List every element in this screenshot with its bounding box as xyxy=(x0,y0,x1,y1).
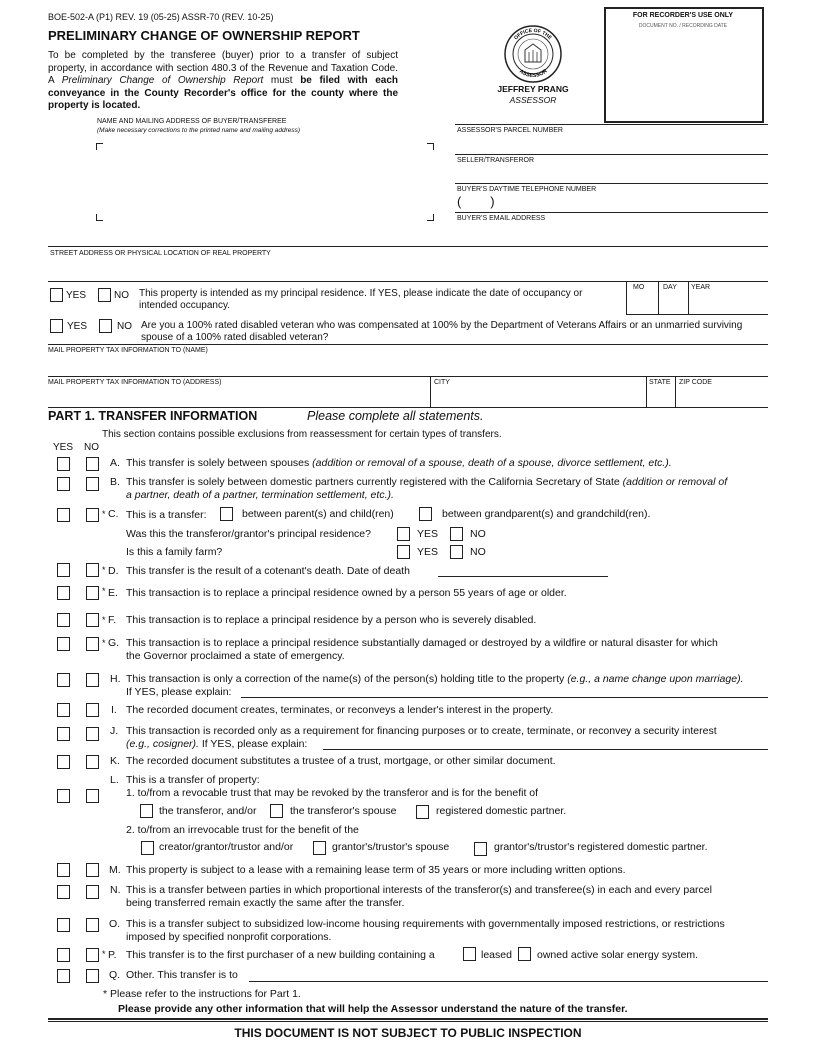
item-e-asterisk: * xyxy=(102,586,106,596)
item-l-no-checkbox[interactable] xyxy=(86,789,99,803)
item-e-letter: E. xyxy=(108,587,118,599)
item-i-no-checkbox[interactable] xyxy=(86,703,99,717)
item-d-letter: D. xyxy=(108,565,119,577)
mail-zip-label: ZIP CODE xyxy=(679,379,712,386)
item-l1-transferor-checkbox[interactable] xyxy=(140,804,153,818)
email-field[interactable] xyxy=(457,224,767,244)
item-l1-text: 1. to/from a revocable trust that may be revoked by the transferor and is for the benefit of xyxy=(126,787,539,799)
mail-zip-field[interactable] xyxy=(677,388,766,406)
parcel-number-label: ASSESSOR'S PARCEL NUMBER xyxy=(457,127,563,134)
assessor-title: ASSESSOR xyxy=(509,95,557,105)
item-p-no-checkbox[interactable] xyxy=(86,948,99,962)
item-l1-transferor-label: the transferor, and/or xyxy=(159,805,257,817)
veteran-no-label: NO xyxy=(117,321,132,332)
address-corner-tr xyxy=(427,143,434,150)
item-l1-partner-label: registered domestic partner. xyxy=(436,805,567,817)
buyer-name-label: NAME AND MAILING ADDRESS OF BUYER/TRANSFEREE xyxy=(97,118,287,125)
recorder-box-title: FOR RECORDER'S USE ONLY xyxy=(632,12,734,19)
part1-title: PART 1. TRANSFER INFORMATION xyxy=(48,409,258,423)
item-c-text: This is a transfer: xyxy=(126,509,207,521)
mail-city-field[interactable] xyxy=(433,388,644,406)
item-d-text: This transfer is the result of a cotenant's death. Date of death xyxy=(126,565,410,577)
item-i-letter: I. xyxy=(111,704,117,716)
svg-text:ASSESSOR: ASSESSOR xyxy=(517,68,549,80)
phone-label: BUYER'S DAYTIME TELEPHONE NUMBER xyxy=(457,186,597,193)
item-g-asterisk: * xyxy=(102,638,106,648)
item-g-yes-checkbox[interactable] xyxy=(57,637,70,651)
part1-intro: This section contains possible exclusions from reassessment for certain types of transfers. xyxy=(102,429,502,440)
veteran-yes-checkbox[interactable] xyxy=(50,319,63,333)
item-c-farm-yes-checkbox[interactable] xyxy=(397,545,410,559)
item-p-owned-checkbox[interactable] xyxy=(518,947,531,961)
residence-yes-checkbox[interactable] xyxy=(50,288,63,302)
item-q-yes-checkbox[interactable] xyxy=(57,969,70,983)
item-m-no-checkbox[interactable] xyxy=(86,863,99,877)
mail-address-label: MAIL PROPERTY TAX INFORMATION TO (ADDRESS) xyxy=(48,379,222,386)
item-a-text: This transfer is solely between spouses (addition or removal of a spouse, death of a spouse, divorce settlement, etc.). xyxy=(126,457,672,469)
item-c-residence-no-checkbox[interactable] xyxy=(450,527,463,541)
item-c-farm-yes-label: YES xyxy=(417,546,439,558)
col-no-header: NO xyxy=(84,442,99,453)
veteran-no-checkbox[interactable] xyxy=(99,319,112,333)
mail-state-field[interactable] xyxy=(648,388,674,406)
item-p-letter: P. xyxy=(108,949,117,961)
recorder-box-subtitle: DOCUMENT NO. / RECORDING DATE xyxy=(638,23,728,29)
part1-footnote: * Please refer to the instructions for Part 1. xyxy=(103,988,301,1000)
item-l2-spouse-checkbox[interactable] xyxy=(313,841,326,855)
item-l2-partner-checkbox[interactable] xyxy=(474,842,487,856)
item-b-no-checkbox[interactable] xyxy=(86,477,99,491)
item-l1-spouse-label: the transferor's spouse xyxy=(290,805,397,817)
item-l1-partner-checkbox[interactable] xyxy=(416,805,429,819)
residence-text: This property is intended as my principal residence. If YES, please indicate the date of occupancy or intended occupancy. xyxy=(139,288,583,311)
occupancy-month-field[interactable] xyxy=(628,294,657,313)
item-c-grandparent-checkbox[interactable] xyxy=(419,507,432,521)
item-o-text: This is a transfer subject to subsidized low-income housing requirements with governmentally imposed restrictions, or restrictions imposed by specified nonprofit corporations. xyxy=(126,918,725,943)
address-corner-bl xyxy=(96,214,103,221)
item-b-yes-checkbox[interactable] xyxy=(57,477,70,491)
item-p-leased-checkbox[interactable] xyxy=(463,947,476,961)
item-c-letter: C. xyxy=(108,508,119,520)
item-b-text: This transfer is solely between domestic partners currently registered with the California Secretary of State (addition or removal of a partner, death of a partner, termination settlement, etc.). xyxy=(126,476,728,501)
page-title: PRELIMINARY CHANGE OF OWNERSHIP REPORT xyxy=(48,28,360,43)
part1-provide-info: Please provide any other information that will help the Assessor understand the nature of the transfer. xyxy=(118,1003,628,1015)
date-of-death-field[interactable] xyxy=(438,562,608,576)
item-p-yes-checkbox[interactable] xyxy=(57,948,70,962)
item-k-no-checkbox[interactable] xyxy=(86,755,99,769)
item-n-no-checkbox[interactable] xyxy=(86,885,99,899)
item-h-no-checkbox[interactable] xyxy=(86,673,99,687)
item-d-no-checkbox[interactable] xyxy=(86,563,99,577)
item-d-yes-checkbox[interactable] xyxy=(57,563,70,577)
occupancy-year-field[interactable] xyxy=(690,294,766,313)
veteran-text: Are you a 100% rated disabled veteran who was compensated at 100% by the Department of Veterans Affairs or an unmarried surviving spouse of a 100% rated disabled veteran? xyxy=(141,320,743,343)
item-m-text: This property is subject to a lease with a remaining lease term of 35 years or more including written options. xyxy=(126,864,626,876)
item-n-text: This is a transfer between parties in which proportional interests of the transferor(s) and transferee(s) in each and every parcel being transferred remain exactly the same after the transfer. xyxy=(126,884,712,909)
email-label: BUYER'S EMAIL ADDRESS xyxy=(457,215,546,222)
item-q-no-checkbox[interactable] xyxy=(86,969,99,983)
svg-text:OFFICE OF THE: OFFICE OF THE xyxy=(513,27,553,42)
address-corner-tl xyxy=(96,143,103,150)
item-l-yes-checkbox[interactable] xyxy=(57,789,70,803)
item-c-residence-question: Was this the transferor/grantor's principal residence? xyxy=(126,528,371,540)
item-j-text: This transaction is recorded only as a requirement for financing purposes or to create, terminate, or reconvey a security interest (e.g., cosigner). If YES, please explain: xyxy=(126,725,717,750)
item-j-no-checkbox[interactable] xyxy=(86,727,99,741)
item-e-text: This transaction is to replace a principal residence owned by a person 55 years of age or older. xyxy=(126,587,567,599)
street-address-field[interactable] xyxy=(50,259,765,279)
item-c-parent-child-checkbox[interactable] xyxy=(220,507,233,521)
item-a-letter: A. xyxy=(110,457,120,469)
seller-field[interactable] xyxy=(457,166,767,183)
mail-address-field[interactable] xyxy=(48,388,428,406)
item-k-yes-checkbox[interactable] xyxy=(57,755,70,769)
item-i-yes-checkbox[interactable] xyxy=(57,703,70,717)
item-n-yes-checkbox[interactable] xyxy=(57,885,70,899)
residence-yes-label: YES xyxy=(66,290,87,301)
item-k-text: The recorded document substitutes a trustee of a trust, mortgage, or other similar document. xyxy=(126,755,556,767)
residence-no-checkbox[interactable] xyxy=(98,288,111,302)
item-c-parent-child-label: between parent(s) and child(ren) xyxy=(242,508,394,520)
occupancy-month-label: MO xyxy=(633,284,645,291)
address-corner-br xyxy=(427,214,434,221)
item-l2-text: 2. to/from an irrevocable trust for the benefit of the xyxy=(126,824,359,836)
item-h-yes-checkbox[interactable] xyxy=(57,673,70,687)
item-h-text: This transaction is only a correction of the name(s) of the person(s) holding title to the property (e.g., a name change upon marriage). If YES, please explain: xyxy=(126,673,744,698)
part1-subtitle: Please complete all statements. xyxy=(307,409,484,423)
item-g-no-checkbox[interactable] xyxy=(86,637,99,651)
occupancy-year-label: YEAR xyxy=(691,284,711,291)
item-m-yes-checkbox[interactable] xyxy=(57,863,70,877)
item-n-letter: N. xyxy=(110,884,121,896)
item-c-no-checkbox[interactable] xyxy=(86,508,99,522)
intro-paragraph: To be completed by the transferee (buyer) prior to a transfer of subject property, in accordance with section 480.3 of the Revenue and Taxation Code. A Preliminary Change of Ownership Report must be filed with each conveyance in the County Recorder's office for the county where the property is located. xyxy=(48,50,398,111)
mail-name-field[interactable] xyxy=(48,356,766,374)
item-f-no-checkbox[interactable] xyxy=(86,613,99,627)
item-k-letter: K. xyxy=(110,755,120,767)
item-l1-spouse-checkbox[interactable] xyxy=(270,804,283,818)
residence-no-label: NO xyxy=(114,290,129,301)
item-o-no-checkbox[interactable] xyxy=(86,918,99,932)
item-l2-creator-checkbox[interactable] xyxy=(141,841,154,855)
item-l2-partner-label: grantor's/trustor's registered domestic partner. xyxy=(494,841,708,853)
item-o-letter: O. xyxy=(109,918,121,930)
buyer-name-note: (Make necessary corrections to the printed name and mailing address) xyxy=(97,127,301,134)
item-m-letter: M. xyxy=(109,864,121,876)
occupancy-day-field[interactable] xyxy=(660,294,687,313)
street-address-label: STREET ADDRESS OR PHYSICAL LOCATION OF REAL PROPERTY xyxy=(50,250,271,257)
item-q-other-field[interactable] xyxy=(249,968,768,981)
item-p-leased-label: leased xyxy=(481,949,512,961)
item-f-letter: F. xyxy=(108,614,117,626)
item-c-grandparent-label: between grandparent(s) and grandchild(ren). xyxy=(442,508,651,520)
item-q-letter: Q. xyxy=(109,969,121,981)
item-c-farm-no-checkbox[interactable] xyxy=(450,545,463,559)
item-d-asterisk: * xyxy=(102,565,106,575)
occupancy-day-label: DAY xyxy=(663,284,677,291)
item-f-asterisk: * xyxy=(102,615,106,625)
parcel-number-field[interactable] xyxy=(457,136,767,154)
item-l-letter: L. xyxy=(110,774,119,786)
item-g-letter: G. xyxy=(108,637,120,649)
item-c-farm-question: Is this a family farm? xyxy=(126,546,223,558)
item-l-text: This is a transfer of property: xyxy=(126,774,260,786)
item-q-text: Other. This transfer is to xyxy=(126,969,238,981)
phone-field[interactable]: ( ) xyxy=(457,194,495,209)
item-c-residence-yes-label: YES xyxy=(417,528,439,540)
item-p-text: This transfer is to the first purchaser of a new building containing a xyxy=(126,949,435,961)
item-c-yes-checkbox[interactable] xyxy=(57,508,70,522)
item-c-residence-yes-checkbox[interactable] xyxy=(397,527,410,541)
assessor-seal-icon xyxy=(503,24,563,84)
assessor-name: JEFFREY PRANG xyxy=(497,84,569,94)
item-f-text: This transaction is to replace a principal residence by a person who is severely disabled. xyxy=(126,614,537,626)
item-a-no-checkbox[interactable] xyxy=(86,457,99,471)
item-c-asterisk: * xyxy=(102,509,106,519)
item-j-letter: J. xyxy=(110,725,119,737)
item-h-explain-field[interactable] xyxy=(241,685,768,697)
item-c-farm-no-label: NO xyxy=(470,546,486,558)
item-p-asterisk: * xyxy=(102,949,106,959)
item-l2-creator-label: creator/grantor/trustor and/or xyxy=(159,841,294,853)
item-j-yes-checkbox[interactable] xyxy=(57,727,70,741)
item-a-yes-checkbox[interactable] xyxy=(57,457,70,471)
item-g-text: This transaction is to replace a principal residence substantially damaged or destroyed by a wildfire or natural disaster for which the Governor proclaimed a state of emergency. xyxy=(126,637,718,662)
mail-state-label: STATE xyxy=(649,379,671,386)
mail-city-label: CITY xyxy=(434,379,450,386)
seller-label: SELLER/TRANSFEROR xyxy=(457,157,535,164)
item-e-yes-checkbox[interactable] xyxy=(57,586,70,600)
item-i-text: The recorded document creates, terminates, or reconveys a lender's interest in the property. xyxy=(126,704,554,716)
col-yes-header: YES xyxy=(53,442,74,453)
buyer-address-field[interactable] xyxy=(104,150,422,212)
mail-name-label: MAIL PROPERTY TAX INFORMATION TO (NAME) xyxy=(48,347,208,354)
form-id: BOE-502-A (P1) REV. 19 (05-25) ASSR-70 (REV. 10-25) xyxy=(48,12,274,22)
item-f-yes-checkbox[interactable] xyxy=(57,613,70,627)
veteran-yes-label: YES xyxy=(67,321,88,332)
item-c-residence-no-label: NO xyxy=(470,528,486,540)
item-l2-spouse-label: grantor's/trustor's spouse xyxy=(332,841,450,853)
item-e-no-checkbox[interactable] xyxy=(86,586,99,600)
item-p-owned-label: owned active solar energy system. xyxy=(537,949,699,961)
item-b-letter: B. xyxy=(110,476,120,488)
item-o-yes-checkbox[interactable] xyxy=(57,918,70,932)
item-j-explain-field[interactable] xyxy=(323,737,768,749)
item-h-letter: H. xyxy=(110,673,121,685)
footer-notice: THIS DOCUMENT IS NOT SUBJECT TO PUBLIC INSPECTION xyxy=(234,1026,582,1040)
